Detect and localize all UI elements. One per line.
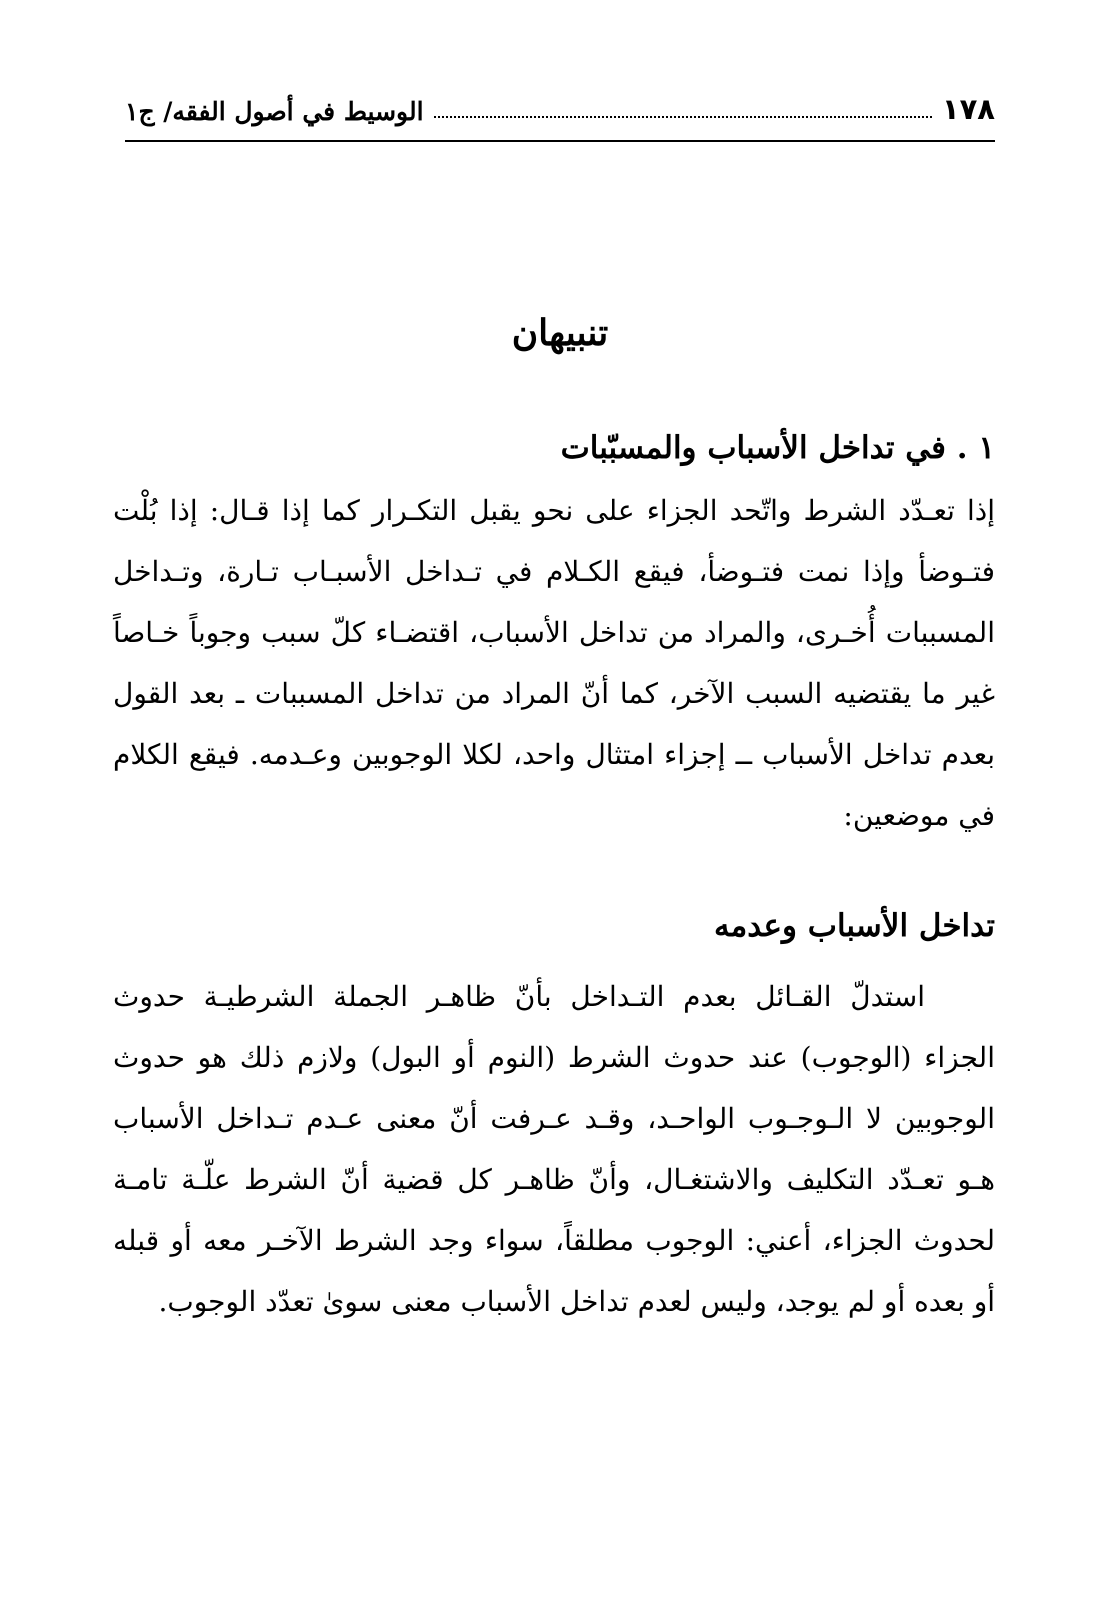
header-dot-leader xyxy=(434,116,932,118)
section-body-1: إذا تعـدّد الشرط واتّحد الجزاء على نحو يقبل التكـرار كما إذا قـال: إذا بُلْت فتـوضأ وإذا نمت فتـوضأ، فيقع الكـلام في تـداخل الأسبـاب تـارة، وتـداخل المسببات أُخـرى، والمراد من تداخل الأسباب، اقتضـاء كلّ سبب وجوباً خـاصاً غير ما يقتضيه السبب الآخر، كما أنّ المراد من تداخل المسببات ـ بعد القول بعدم تداخل الأسباب ــ إجزاء امتثال واحد، لكلا الوجوبين وعـدمه. فيقع الكلام في موضعين: xyxy=(113,494,995,832)
section-title-2: تداخل الأسباب وعدمه xyxy=(714,908,995,944)
section-title-1: ١ . في تداخل الأسباب والمسبّبات xyxy=(560,430,995,466)
running-header xyxy=(125,88,995,124)
section-body-2: استدلّ القـائل بعدم التـداخل بأنّ ظاهـر الجملة الشرطيـة حدوث الجزاء (الوجوب) عند حدوث الشرط (النوم أو البول) ولازم ذلك هو حدوث الوجوبين لا الـوجـوب الواحـد، وقـد عـرفت أنّ معنى عـدم تـداخل الأسباب هـو تعـدّد التكليف والاشتغـال، وأنّ ظاهـر كل قضية أنّ الشرط علّـة تامـة لحدوث الجزاء، أعني: الوجوب مطلقاً، سواء وجد الشرط الآخـر معه أو قبله أو بعده أو لم يوجد، وليس لعدم تداخل الأسباب معنى سوىٰ تعدّد الوجوب. xyxy=(113,980,995,1318)
header-rule xyxy=(125,140,995,142)
running-title: الوسيط في أصول الفقه/ ج١ xyxy=(125,97,424,126)
main-heading: تنبيهان xyxy=(511,312,609,354)
page-number: ١٧٨ xyxy=(941,92,995,126)
